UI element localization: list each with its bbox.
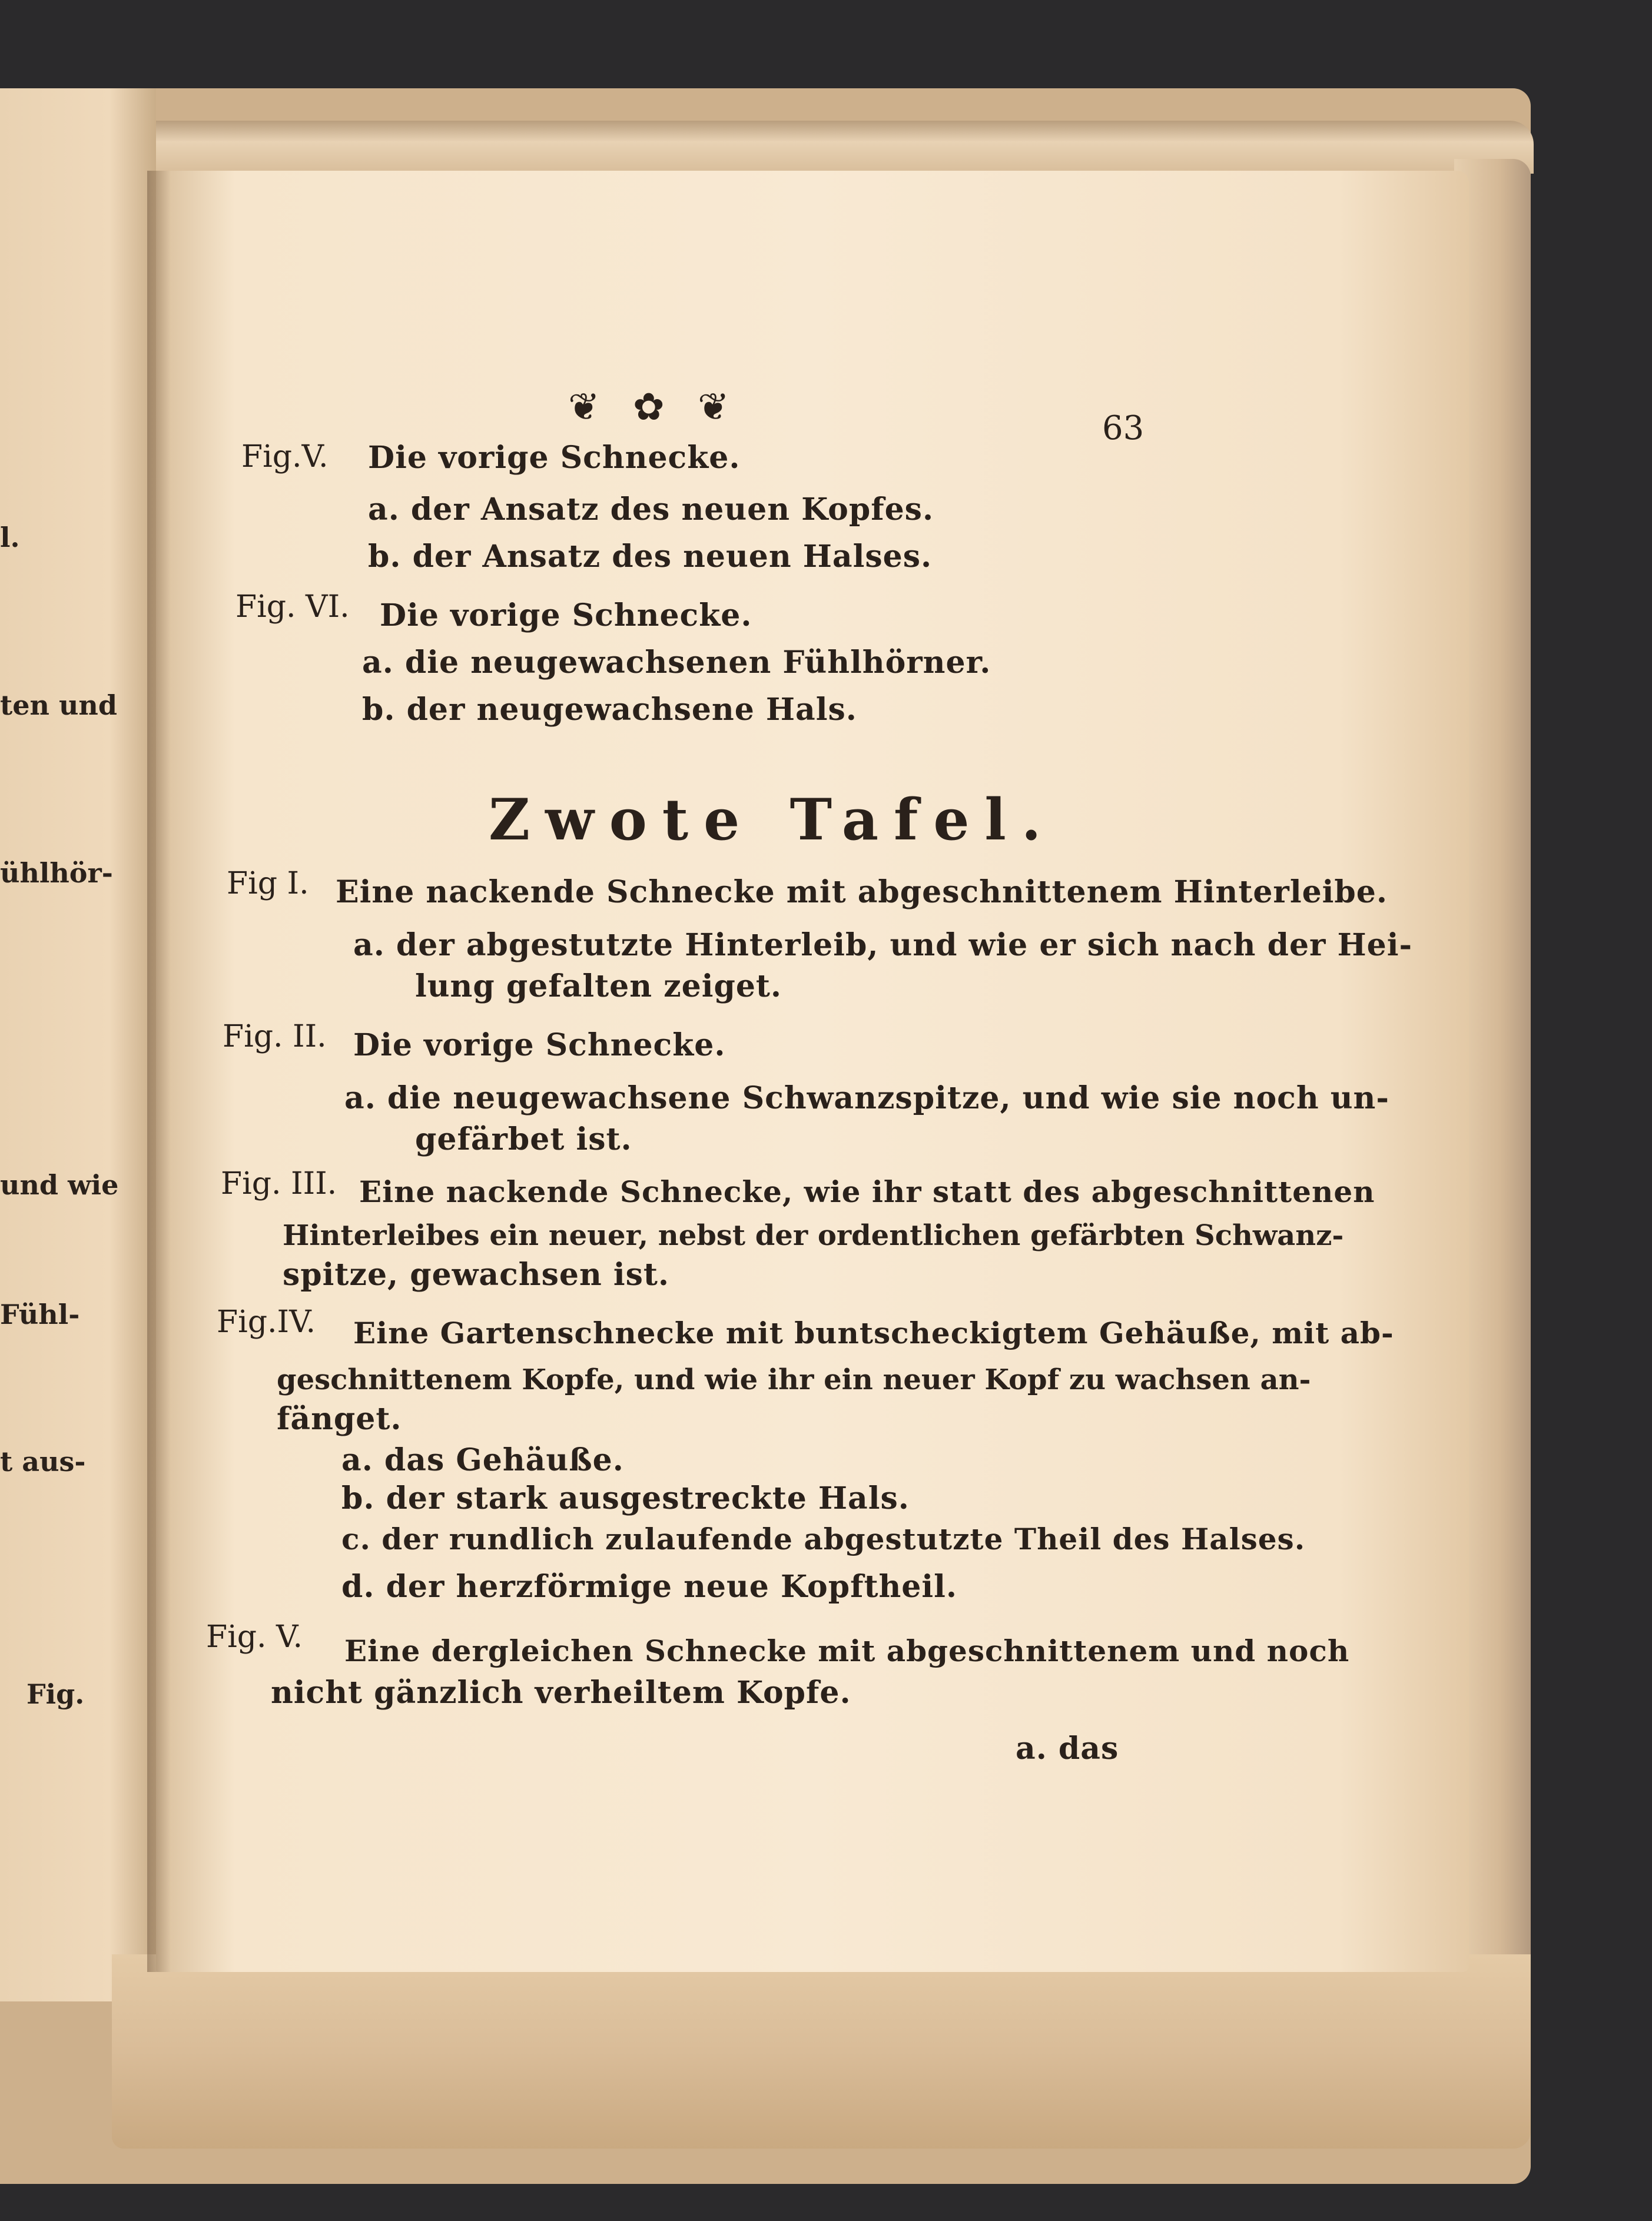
figure-item: a. die neugewachsene Schwanzspitze, und wie sie noch un- xyxy=(344,1080,1389,1116)
figure-label: Fig.V. xyxy=(241,439,329,474)
figure-caption: spitze, gewachsen ist. xyxy=(283,1257,670,1293)
section-title: Zwote Tafel. xyxy=(489,786,1057,853)
figure-item: b. der Ansatz des neuen Halses. xyxy=(368,539,933,575)
page-top-edge xyxy=(156,121,1534,174)
figure-caption: Eine dergleichen Schnecke mit abgeschnittenem und noch xyxy=(344,1634,1350,1668)
figure-caption: Eine Gartenschnecke mit buntscheckigtem Gehäuße, mit ab- xyxy=(353,1316,1394,1350)
figure-item: b. der neugewachsene Hals. xyxy=(362,692,857,728)
figure-caption: Eine nackende Schnecke mit abgeschnittenem Hinterleibe. xyxy=(336,874,1388,910)
page-number: 63 xyxy=(1102,409,1145,447)
figure-item: a. der Ansatz des neuen Kopfes. xyxy=(368,492,934,527)
figure-caption: Die vorige Schnecke. xyxy=(368,440,741,476)
figure-item: a. der abgestutzte Hinterleib, und wie er sich nach der Hei- xyxy=(353,927,1413,963)
figure-caption: Die vorige Schnecke. xyxy=(353,1027,726,1063)
previous-page xyxy=(0,88,156,2001)
figure-item: a. die neugewachsenen Fühlhörner. xyxy=(362,645,991,680)
figure-caption: Hinterleibes ein neuer, nebst der ordentlichen gefärbten Schwanz- xyxy=(283,1219,1344,1252)
figure-item: d. der herzförmige neue Kopftheil. xyxy=(341,1569,957,1605)
figure-label: Fig. III. xyxy=(221,1166,337,1201)
figure-caption: nicht gänzlich verheiltem Kopfe. xyxy=(271,1675,851,1711)
catchword: a. das xyxy=(1016,1731,1119,1767)
left-fragment: Fig. xyxy=(26,1678,85,1710)
figure-label: Fig.IV. xyxy=(217,1304,316,1340)
left-fragment: und wie xyxy=(0,1169,119,1201)
left-fragment: ten und xyxy=(0,689,118,721)
figure-label: Fig. V. xyxy=(206,1619,303,1655)
figure-item: a. das Gehäuße. xyxy=(341,1442,624,1478)
figure-caption: Die vorige Schnecke. xyxy=(380,597,752,633)
figure-label: Fig I. xyxy=(227,866,309,901)
left-fragment: l. xyxy=(0,522,20,553)
figure-caption: fänget. xyxy=(277,1401,402,1437)
figure-item: c. der rundlich zulaufende abgestutzte Theil des Halses. xyxy=(341,1522,1306,1556)
left-fragment: Fühl- xyxy=(0,1299,80,1330)
figure-label: Fig. VI. xyxy=(235,589,350,625)
figure-item: lung gefalten zeiget. xyxy=(415,968,782,1004)
figure-item: b. der stark ausgestreckte Hals. xyxy=(341,1480,910,1516)
left-fragment: t aus- xyxy=(0,1446,86,1478)
figure-caption: Eine nackende Schnecke, wie ihr statt des abgeschnittenen xyxy=(359,1174,1375,1209)
page-gutter-shadow xyxy=(147,171,171,1972)
figure-caption: geschnittenem Kopfe, und wie ihr ein neuer Kopf zu wachsen an- xyxy=(277,1363,1311,1396)
figure-item: gefärbet ist. xyxy=(415,1121,632,1157)
header-ornament: ❦ ✿ ❦ xyxy=(568,386,740,429)
page-bottom-edge xyxy=(112,1954,1531,2149)
left-fragment: ühlhör- xyxy=(0,857,113,889)
figure-label: Fig. II. xyxy=(223,1019,327,1054)
